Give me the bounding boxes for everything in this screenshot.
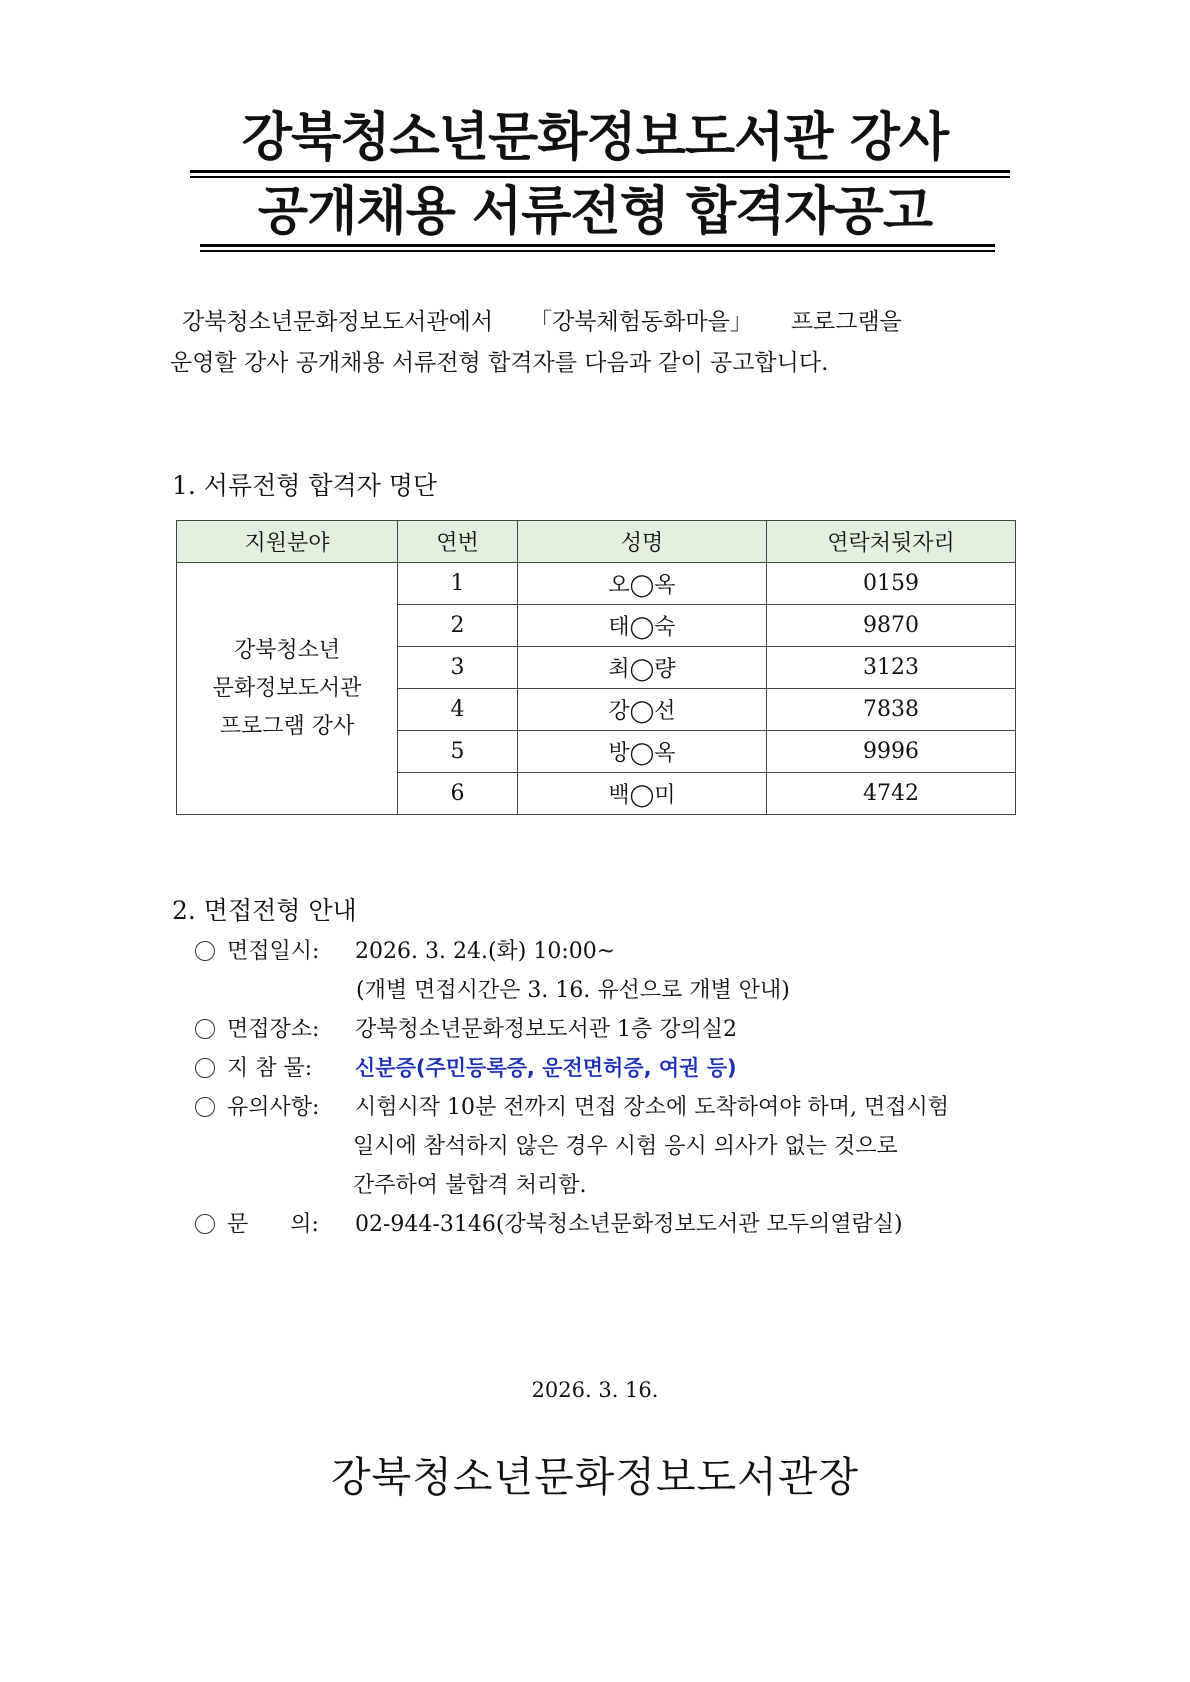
column-header-number: 연번: [398, 521, 518, 563]
intro-line-2: 운영할 강사 공개채용 서류전형 합격자를 다음과 같이 공고합니다.: [170, 350, 829, 376]
applicant-name: 오◯옥: [518, 563, 767, 605]
circle-bullet-icon: [195, 1097, 215, 1117]
info-label: 지 참 물:: [227, 1056, 313, 1081]
intro-line-1: [170, 303, 1030, 336]
document-title-line-2: [170, 182, 1020, 242]
applicant-name: 태◯숙: [518, 605, 767, 647]
circle-bullet-icon: [195, 1019, 215, 1039]
field-line: 문화정보도서관: [212, 675, 362, 701]
title-line-2-text: 공개채용 서류전형 합격자공고: [257, 182, 933, 242]
table-header-row: [177, 521, 1016, 563]
info-item-date-note: (개별 면접시간은 3. 16. 유선으로 개별 안내): [356, 978, 790, 1003]
phone-last-digits: 3123: [767, 647, 1016, 689]
row-number: 3: [398, 647, 518, 689]
phone-last-digits: 9996: [767, 731, 1016, 773]
column-header-field: 지원분야: [177, 521, 398, 563]
row-number: 4: [398, 689, 518, 731]
applicant-table: [176, 520, 1016, 815]
table-row: [177, 563, 1016, 605]
info-item-bring: [195, 1051, 737, 1082]
info-value-highlight: 신분증(주민등록증, 운전면허증, 여권 등): [355, 1056, 737, 1080]
section-1-heading: 1. 서류전형 합격자 명단: [172, 471, 438, 500]
column-header-phone: 연락처뒷자리: [767, 521, 1016, 563]
circle-bullet-icon: [195, 1058, 215, 1078]
field-line: 프로그램 강사: [219, 713, 355, 739]
info-item-notice: [195, 1090, 949, 1121]
info-label: 면접일시:: [227, 939, 320, 964]
info-label: 유의사항:: [227, 1095, 320, 1120]
intro-org: 강북청소년문화정보도서관에서: [182, 309, 494, 335]
row-number: 1: [398, 563, 518, 605]
intro-program-suffix: 프로그램을: [790, 309, 902, 335]
info-item-contact: [195, 1207, 903, 1238]
circle-bullet-icon: [195, 941, 215, 961]
applicant-name: 백◯미: [518, 773, 767, 815]
applicant-name: 최◯량: [518, 647, 767, 689]
phone-last-digits: 0159: [767, 563, 1016, 605]
title-underline-2: [200, 244, 995, 247]
field-cell: [177, 563, 398, 815]
title-line-1-text: 강북청소년문화정보도서관 강사: [241, 108, 949, 168]
info-value: 2026. 3. 24.(화) 10:00~: [355, 939, 616, 964]
intro-program: 「강북체험동화마을」: [529, 309, 753, 335]
info-value: 강북청소년문화정보도서관 1층 강의실2: [355, 1017, 738, 1042]
announcement-date: 2026. 3. 16.: [531, 1378, 659, 1402]
signature-issuer: 강북청소년문화정보도서관장: [331, 1453, 859, 1501]
row-number: 2: [398, 605, 518, 647]
info-value: 시험시작 10분 전까지 면접 장소에 도착하여야 하며, 면접시험: [355, 1095, 949, 1120]
circle-bullet-icon: [195, 1214, 215, 1234]
title-underline-1: [190, 170, 1010, 173]
info-item-notice-line-3: 간주하여 불합격 처리함.: [353, 1173, 587, 1198]
row-number: 6: [398, 773, 518, 815]
info-label: 문 의:: [227, 1212, 319, 1237]
applicant-name: 방◯옥: [518, 731, 767, 773]
phone-last-digits: 9870: [767, 605, 1016, 647]
phone-last-digits: 4742: [767, 773, 1016, 815]
info-item-place: [195, 1012, 737, 1043]
info-item-date: [195, 934, 615, 965]
info-value: 02-944-3146(강북청소년문화정보도서관 모두의열람실): [355, 1212, 903, 1237]
info-item-notice-line-2: 일시에 참석하지 않은 경우 시험 응시 의사가 없는 것으로: [353, 1134, 898, 1159]
document-title-line-1: [170, 108, 1020, 168]
column-header-name: 성명: [518, 521, 767, 563]
field-line: 강북청소년: [233, 637, 341, 663]
row-number: 5: [398, 731, 518, 773]
phone-last-digits: 7838: [767, 689, 1016, 731]
section-2-heading: 2. 면접전형 안내: [172, 896, 357, 925]
info-label: 면접장소:: [227, 1017, 320, 1042]
applicant-name: 강◯선: [518, 689, 767, 731]
